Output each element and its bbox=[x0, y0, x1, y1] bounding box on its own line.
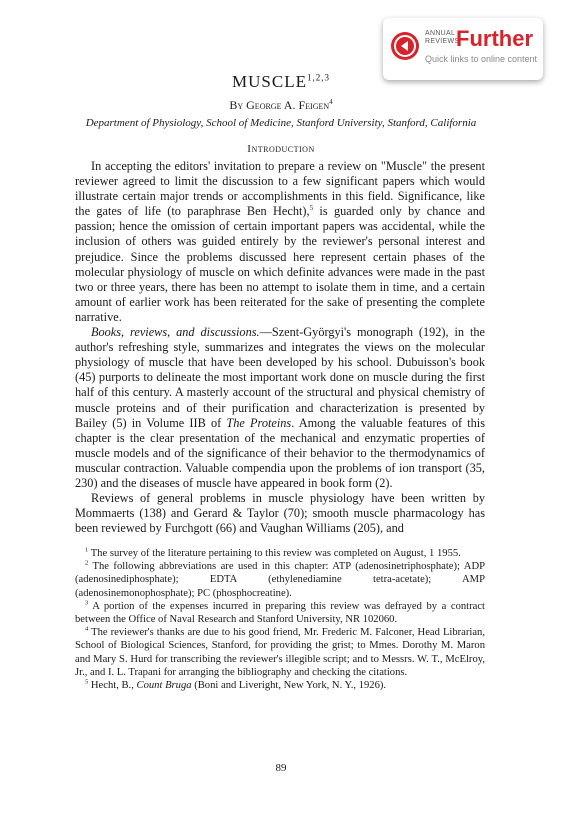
footnote bbox=[75, 560, 485, 600]
title-footnote-marks: 1,2,3 bbox=[306, 72, 330, 83]
footnote-mark: 1 bbox=[85, 546, 89, 554]
paragraph-3: Reviews of general problems in muscle physiology have been written by Mommaerts (138) and Gerard & Taylor (70); smooth muscle pharmacology has been reviewed by Furchgott (66) and Vaughan Williams (205), and bbox=[75, 491, 485, 536]
footnote-mark: 4 bbox=[85, 625, 89, 633]
paragraph-2-run-in-heading: Books, reviews, and discussions. bbox=[91, 325, 260, 340]
footnote bbox=[75, 626, 485, 679]
author-footnote-mark: 4 bbox=[329, 98, 333, 106]
footnote-text: The reviewer's thanks are due to his good friend, Mr. Frederic M. Falconer, Head Librarian, School of Biological Sciences, Stanford, for providing the grist; to Mmes. Dorothy M. Maron and Mary S. Hurd for transcribing the reviewer's illegible script; and to Messrs. W. T., McElroy, Jr., and I. L. Trapani for arranging the bibliography and checking the citations. bbox=[75, 627, 485, 678]
footnote-book-title: Count Bruga bbox=[136, 680, 192, 692]
badge-further-text: Further bbox=[456, 26, 533, 51]
article-title-text: MUSCLE bbox=[232, 72, 307, 91]
author-name: By George A. Feigen bbox=[229, 98, 330, 112]
footnote-text: The survey of the literature pertaining to this review was completed on August, 1 1955. bbox=[88, 548, 461, 559]
footnote-text: The following abbreviations are used in this chapter: ATP (adenosinetriphosphate); ADP (adenosinediphosphate); EDTA (ethylenediamine tetra-acetate); AMP (adenosinemonophosphate); PC (phosphocreatine). bbox=[75, 561, 485, 599]
footnotes bbox=[75, 547, 485, 692]
section-heading: Introduction bbox=[247, 143, 315, 155]
footnote bbox=[75, 547, 485, 560]
footnote-text: (Boni and Liveright, New York, N. Y., 1926). bbox=[191, 680, 387, 692]
footnote-text: A portion of the expenses incurred in preparing this review was defrayed by a contract between the Office of Naval Research and Stanford University, NR 102060. bbox=[75, 600, 485, 626]
further-badge[interactable] bbox=[383, 18, 543, 80]
footnote-text: Hecht, B., bbox=[88, 680, 137, 692]
paragraph-2-part-a: —Szent-Györgyi's monograph (192), in the author's refreshing style, summarizes and integrates the views on the molecular physiology of muscle that have been developed by his school. Dubuisson's book (45) purports to delineate the most important work done on muscle during the first half of this century. A masterly account of the structural and physical chemistry of muscle proteins and of their purification and characterization is presented by Bailey (5) in Volume IIB of bbox=[75, 325, 485, 430]
footnote-mark: 5 bbox=[85, 678, 89, 686]
paragraph-1 bbox=[75, 159, 485, 325]
article-body bbox=[75, 159, 485, 536]
badge-reviews-text: REVIEWS bbox=[425, 38, 460, 45]
author-affiliation: Department of Physiology, School of Medicine, Stanford University, Stanford, California bbox=[85, 117, 477, 129]
paragraph-1-part-a: In accepting the editors' invitation to prepare a review on "Muscle" the present reviewer agreed to limit the discussion to a few significant papers which would illustrate certain major trends or accomplishments in this field. Significance, like the gates of life (to paraphrase Ben Hecht), bbox=[75, 159, 485, 219]
footnote bbox=[75, 679, 485, 692]
footnote-mark: 3 bbox=[85, 599, 89, 607]
paragraph-2-part-b: . Among the valuable features of this chapter is the clear presentation of the mechanical and enzymatic properties of muscle models and of the significance of their behavior to the thermodynamics of muscular contraction. Valuable compendia upon the problems of ion transport (35, 230) and the diseases of muscle have appeared in book form (2). bbox=[75, 415, 485, 490]
badge-subtitle: Quick links to online content bbox=[425, 54, 538, 64]
paragraph-1-part-b: is guarded only by chance and passion; hence the omission of certain important papers was accidental, while the inclusion of others was guided entirely by the reviewer's personal interest and prejudice. Since the problems discussed here represent certain phases of the molecular physiology of muscle on which definite advances were made in the past two or three years, there has been no attempt to isolate them in time, and a certain amount of earlier work has been reiterated for the sake of presenting the complete narrative. bbox=[75, 204, 485, 324]
article-title bbox=[0, 72, 562, 92]
footnote-mark: 2 bbox=[85, 559, 89, 567]
play-arrow-icon bbox=[391, 32, 419, 60]
paragraph-2 bbox=[75, 325, 485, 491]
paragraph-2-book-title: The Proteins bbox=[226, 415, 292, 430]
page-number: 89 bbox=[275, 762, 287, 774]
badge-annual-text: ANNUAL bbox=[425, 30, 456, 37]
footnote bbox=[75, 600, 485, 626]
author-byline bbox=[0, 98, 562, 113]
paragraph-1-footnote-ref: 5 bbox=[309, 204, 314, 213]
